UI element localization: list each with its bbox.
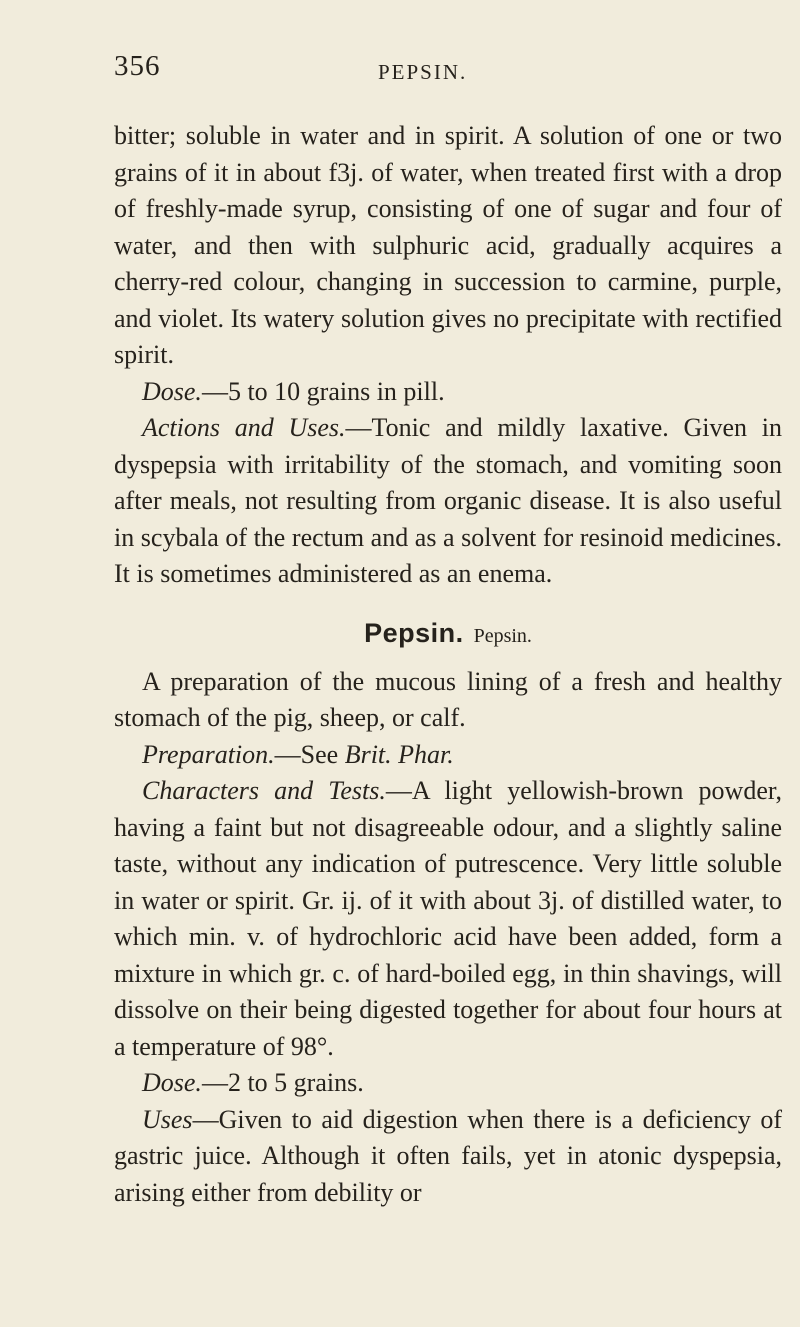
pepsin-uses-paragraph bbox=[114, 1102, 782, 1212]
pepsin-dose-label: Dose. bbox=[142, 1068, 202, 1097]
preparation-paragraph bbox=[114, 737, 782, 774]
definition-paragraph bbox=[114, 664, 782, 737]
paragraph-text: bitter; soluble in water and in spirit. A solution of one or two grains of it in about f3j. of water, when treated first with a drop of freshly-made syrup, consisting of one of sugar and four of water, and then with sulphuric acid, gradually acquires a cherry-red colour, changing in succession to carmine, purple, and violet. Its watery solution gives no precipitate with rectified spirit. bbox=[114, 121, 782, 369]
preparation-reference: Brit. Phar. bbox=[344, 739, 454, 769]
characters-tests-text: —A light yellowish-brown powder, having a faint but not disagreeable odour, and a slightly saline taste, without any indication of putrescence. Very little soluble in water or spirit. Gr. ij. of it with about 3j. of distilled water, to which min. v. of hydrochloric acid have been added, form a mixture in which gr. c. of hard-boiled egg, in thin shavings, will dissolve on their being digested together for about four hours at a temperature of 98°. bbox=[114, 776, 782, 1061]
preparation-label: Preparation. bbox=[142, 739, 275, 769]
pepsin-uses-label: Uses bbox=[142, 1104, 193, 1134]
section-heading bbox=[114, 615, 782, 656]
characters-tests-paragraph bbox=[114, 773, 782, 1065]
page-number: 356 bbox=[114, 50, 161, 82]
page-header bbox=[114, 50, 740, 90]
running-title: PEPSIN. bbox=[378, 60, 468, 84]
pepsin-dose-paragraph bbox=[114, 1065, 782, 1102]
continued-paragraph bbox=[114, 118, 782, 374]
characters-tests-label: Characters and Tests. bbox=[142, 776, 386, 805]
pepsin-uses-text: —Given to aid digestion when there is a deficiency of gastric juice. Although it often fails, yet in atonic dyspepsia, arising either from debility or bbox=[114, 1104, 782, 1207]
dose-label: Dose. bbox=[142, 376, 202, 406]
dose-paragraph bbox=[114, 374, 782, 411]
page-body bbox=[114, 118, 782, 1211]
section-title: Pepsin. bbox=[364, 617, 464, 648]
definition-text: A preparation of the mucous lining of a fresh and healthy stomach of the pig, sheep, or calf. bbox=[114, 666, 782, 732]
actions-uses-label: Actions and Uses. bbox=[142, 413, 346, 442]
preparation-text: —See bbox=[274, 739, 345, 769]
dose-text: —5 to 10 grains in pill. bbox=[201, 376, 445, 406]
pepsin-dose-text: —2 to 5 grains. bbox=[201, 1068, 364, 1097]
actions-uses-text: —Tonic and mildly laxative. Given in dyspepsia with irritability of the stomach, and vomiting soon after meals, not resulting from organic disease. It is also useful in scybala of the rectum and as a solvent for resinoid medicines. It is sometimes administered as an enema. bbox=[114, 413, 782, 588]
actions-uses-paragraph bbox=[114, 410, 782, 593]
section-subtitle: Pepsin. bbox=[473, 624, 532, 647]
